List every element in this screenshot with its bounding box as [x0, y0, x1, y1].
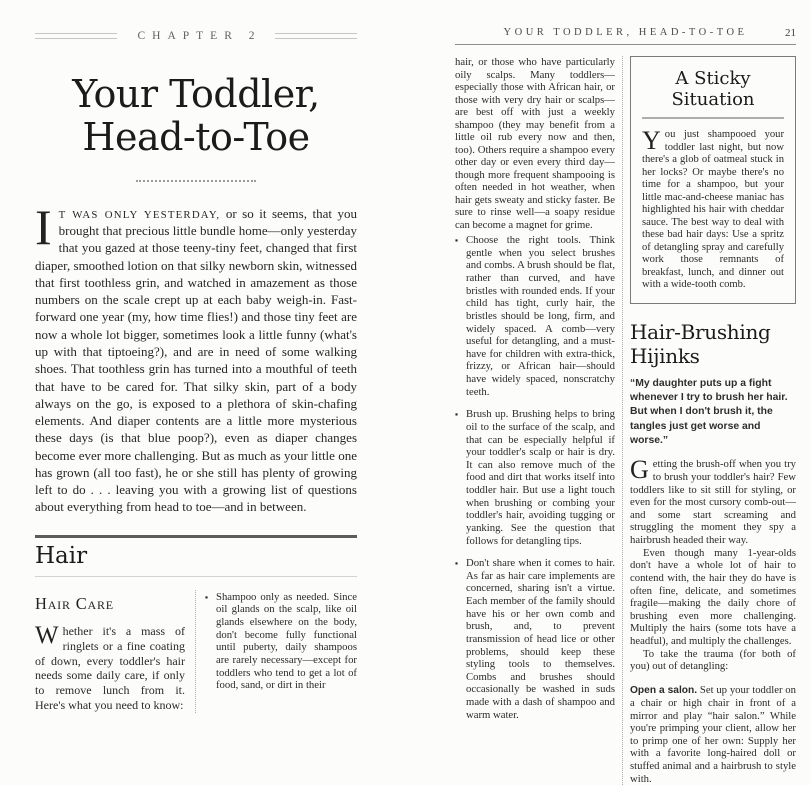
hair-care-intro — [35, 621, 185, 713]
tip-paragraph — [630, 684, 796, 785]
intro-paragraph — [35, 198, 357, 516]
bullet-item — [455, 234, 615, 398]
dropcap-w: W — [35, 621, 59, 649]
right-page-left-column — [455, 56, 615, 785]
bullet-square-icon: ▪ — [455, 235, 459, 246]
page-title — [35, 73, 357, 160]
tip-lead-label: Open a salon. — [630, 684, 698, 696]
bullet-item — [205, 591, 357, 692]
answer-text-1: etting the brush-off when you try to brush your toddler's hair? Few toddlers like to sit still for styling, or even for the most cursory comb-out—and some start screaming and struggling the moment they spy a hairbrush headed their way. — [630, 458, 796, 547]
qa-heading: Hair-Brushing Hijinks — [630, 319, 771, 368]
sidebar-title: A Sticky Situation — [642, 68, 784, 119]
dropcap-g: G — [630, 455, 649, 485]
bullet-text: Brush up. Brushing helps to bring oil to the surface of the scalp, and that can be especially helpful if your toddler's scalp or hair is dry. It can also remove much of the food and dirt that works itself into toddler hair. But use a light touch when brushing or combing your toddler's hair, avoiding tugging or yanking. See the question that follows for detangling tips. — [466, 408, 615, 547]
running-header — [455, 27, 796, 38]
bullet-square-icon: ▪ — [205, 591, 209, 602]
page-number: 21 — [785, 27, 796, 39]
subsection-title-hair-care: Hair Care — [35, 593, 114, 613]
running-header-rule — [455, 44, 796, 45]
right-page-right-column — [630, 56, 796, 785]
running-header-text: YOUR TODDLER, HEAD-TO-TOE — [503, 27, 748, 38]
hair-care-intro-text: hether it's a mass of ringlets or a fine coating of down, every toddler's hair needs some daily care, if only to remove lunch from it. Here's what you need to know: — [35, 623, 185, 713]
bullet-square-icon: ▪ — [455, 409, 459, 420]
sidebar-text — [642, 126, 784, 292]
chapter-header — [35, 30, 357, 42]
section-rule — [35, 535, 357, 538]
intro-text: or so it seems, that you brought that precious little bundle home—only yesterday that you gazed at those teeny-tiny feet, changed that first diaper, smoothed lotion on that silky newborn skin, witnessed that first toothless grin, and watched in amazement as those numbers on the scale crept up at each baby weigh-in. Fast-forward one year (my, how time flies!) and those tiny feet are now a whole lot bigger, sometimes look a little funny (what's up with that tiptoeing?), and are in need of some walking shoes. That toothless grin has turned into a mouthful of teeth that have to be cared for. That silky skin, part of a body always on the go, is exposed to a plethora of skin-chafing elements. And diaper contents are a little more mysterious these days (is that blue poop?), even as diaper changes become ever more challenging. But as much as your little one has grown (all too fast), he or she still has plenty of growing left to do . . . leaving you with a growing list of questions about everything from head to toe—and in between. — [35, 205, 357, 515]
dropcap-i: I — [35, 198, 52, 255]
chapter-label: CHAPTER 2 — [137, 30, 262, 42]
column-divider-dotted — [622, 56, 623, 785]
tip-text: Set up your toddler on a chair or high chair in front of a mirror and play “hair salon.” While you're primping your client, allow her to primp one of her own: Supply her with a favorite long-haired doll or stuffed animal and a hairbrush to style with. — [630, 683, 796, 785]
left-page-columns — [35, 588, 357, 713]
section-title-hair: Hair — [35, 543, 357, 577]
answer-paragraph-2: Even though many 1-year-olds don't have a whole lot of hair to contend with, the hair they do have is often fine, delicate, and sometimes fragile—making the daily chore of brushing even more challenging. Multiply the hairs (some tots have a headful), and multiply the challenges. — [630, 546, 796, 648]
bullet-text: Shampoo only as needed. Since oil glands on the scalp, like oil glands elsewhere on the body, don't become fully functional until puberty, daily shampoos are rarely necessary—except for toddlers who tend to get a lot of food, sand, or dirt in their — [216, 590, 357, 692]
title-ornament-divider — [136, 180, 256, 182]
page-title-line2: Head-to-Toe — [82, 115, 310, 160]
bullet-item — [455, 557, 615, 721]
sticky-situation-box — [630, 56, 796, 304]
answer-paragraph-1 — [630, 455, 796, 547]
header-rule-left — [35, 33, 117, 39]
reader-question: “My daughter puts up a fight whenever I try to brush her hair. But when I don't brush it, the tangles just get worse and worse.” — [630, 377, 788, 446]
sidebar-body-text: ou just shampooed your toddler last night, but now there's a glob of oatmeal stuck in her locks? Or maybe there's no time for a shampoo, but your little mac-and-cheese maniac has highlighted his hair with cheddar sauce. The best way to deal with these bad hair days: Use a spritz of detangling spray and carefully work those remnants of breakfast, lunch, and dinner out with a wide-tooth comb. — [642, 129, 784, 290]
left-page — [35, 30, 357, 713]
intro-lead-smallcaps: T WAS ONLY YESTERDAY, — [58, 208, 221, 221]
bullet-text: Choose the right tools. Think gentle when you select brushes and combs. A brush should be flat, rather than curved, and have bristles with rounded ends. If your child has tight, curly hair, the bristles should be long, firm, and widely spaced. A comb—very useful for detangling, and a must-have for children with extra-thick, frizzy, or African hair—should have widely spaced, nonscratchy teeth. — [466, 234, 615, 398]
shampoo-tip-column — [205, 588, 357, 713]
continuation-paragraph: hair, or those who have particularly oily scalps. Many toddlers—especially those with African hair, or those with very dry hair or scalps—are best off with just a weekly shampoo (they may benefit from a little oil rub every now and then, too). Others require a shampoo every other day or even every third day—though more frequent shampooing is often needed in hot weather, when hair gets sweaty and sticky faster. Be sure to rinse well—a soapy residue can become a magnet for grime. — [455, 56, 615, 231]
bullet-square-icon: ▪ — [455, 558, 459, 569]
bullet-item — [455, 408, 615, 547]
answer-paragraph-3: To take the trauma (for both of you) out of detangling: — [630, 647, 796, 673]
hair-care-bullet-list — [205, 591, 357, 692]
hair-tools-bullet-list — [455, 234, 615, 721]
bullet-text: Don't share when it comes to hair. As far as hair care implements are concerned, sharing isn't a virtue. Each member of the family should have his or her own comb and brush, and, to prevent transmission of head lice or other problems, should keep these styling tools to themselves. Combs and brushes should occasionally be washed in suds made with a dash of shampoo and warm water. — [466, 557, 615, 721]
column-divider-dotted — [195, 590, 196, 713]
right-page-columns — [455, 56, 796, 785]
hair-care-column — [35, 588, 185, 713]
page-title-line1: Your Toddler, — [72, 72, 320, 116]
header-rule-right — [275, 33, 357, 39]
dropcap-y: Y — [642, 126, 661, 155]
right-page — [455, 27, 796, 785]
